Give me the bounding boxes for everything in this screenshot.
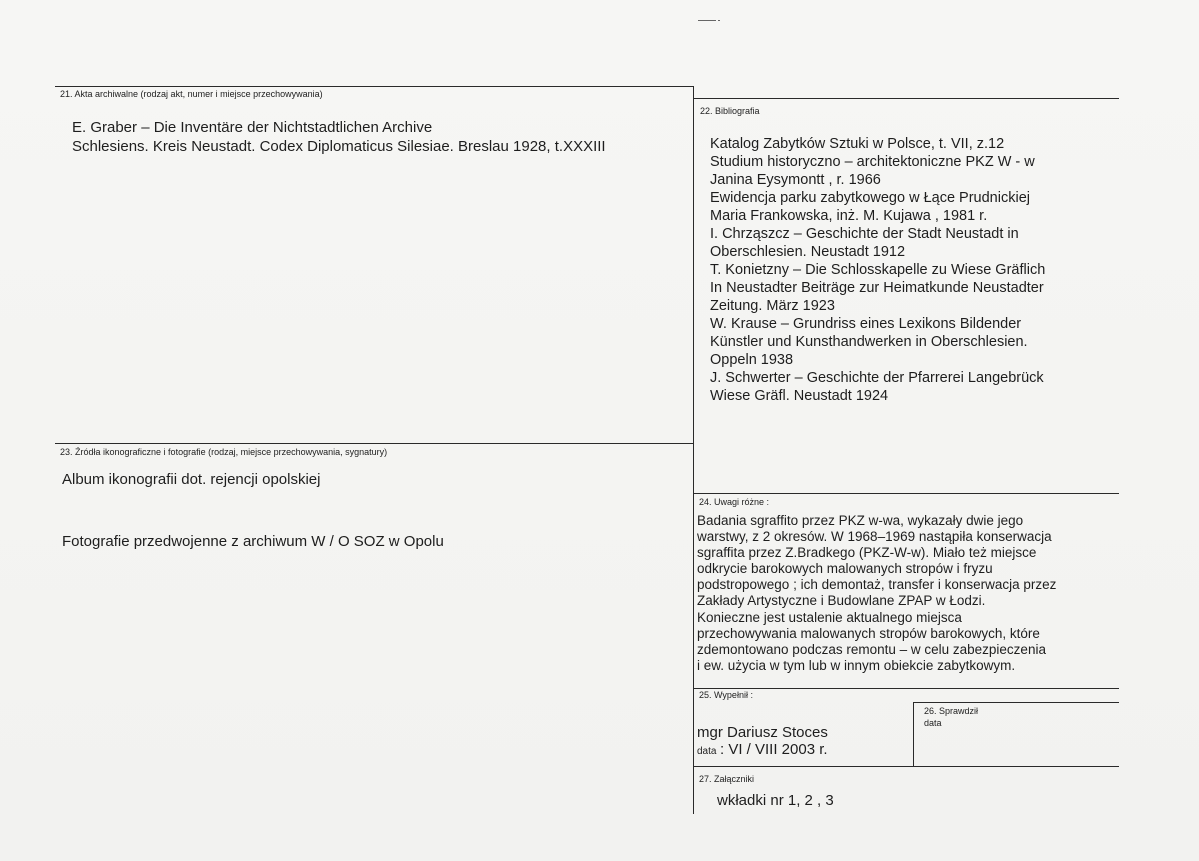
remarks-line: odkrycie barokowych malowanych stropów i fryzu <box>697 561 993 577</box>
rule-section24-top <box>693 493 1119 494</box>
rule-section26-left <box>913 702 914 766</box>
section27-label: 27. Załączniki <box>699 774 755 784</box>
remarks-line: Zakłady Artystyczne i Budowlane ZPAP w Łodzi. <box>697 593 986 609</box>
bibliography-line: Janina Eysymontt , r. 1966 <box>710 172 881 188</box>
top-speck <box>718 20 720 21</box>
remarks-line: sgraffita przez Z.Bradkego (PKZ-W-w). Miało też miejsce <box>697 545 1037 561</box>
rule-section25-top <box>693 688 1119 689</box>
bibliography-line: W. Krause – Grundriss eines Lexikons Bildender <box>710 316 1022 332</box>
rule-center-vertical <box>693 86 694 814</box>
bibliography-line: Wiese Gräfl. Neustadt 1924 <box>710 388 889 404</box>
remarks-line: i ew. użycia w tym lub w innym obiekcie zabytkowym. <box>697 657 1016 673</box>
rule-section23-top <box>55 443 693 444</box>
section22-label: 22. Bibliografia <box>700 106 760 116</box>
bibliography-line: Studium historyczno – architektoniczne PKZ W - w <box>710 154 1035 170</box>
bibliography-line: Oberschlesien. Neustadt 1912 <box>710 244 906 260</box>
bibliography-line: In Neustadter Beiträge zur Heimatkunde Neustadter <box>710 280 1044 296</box>
bibliography-line: Künstler und Kunsthandwerken in Oberschlesien. <box>710 334 1028 350</box>
bibliography-line: J. Schwerter – Geschichte der Pfarrerei Langebrück <box>710 370 1044 386</box>
filled-by-date-label: data <box>697 746 717 757</box>
top-speck <box>698 20 716 21</box>
section26-label: 26. Sprawdził <box>924 706 979 716</box>
section23-label: 23. Źródła ikonograficzne i fotografie (rodzaj, miejsce przechowywania, sygnatury) <box>60 447 388 457</box>
bibliography-line: Ewidencja parku zabytkowego w Łące Prudnickiej <box>710 190 1030 206</box>
bibliography-line: I. Chrząszcz – Geschichte der Stadt Neustadt in <box>710 226 1019 242</box>
bibliography-line: Katalog Zabytków Sztuki w Polsce, t. VII, z.12 <box>710 136 1005 152</box>
section21-line-2: Schlesiens. Kreis Neustadt. Codex Diplomaticus Silesiae. Breslau 1928, t.XXXIII <box>72 138 606 155</box>
remarks-line: podstropowego ; ich demontaż, transfer i konserwacja przez <box>697 577 1057 593</box>
section23-line-2: Fotografie przedwojenne z archiwum W / O SOZ w Opolu <box>62 533 444 550</box>
section25-label: 25. Wypełnił : <box>699 690 753 700</box>
remarks-line: Konieczne jest ustalenie aktualnego miejsca <box>697 609 962 625</box>
rule-section26-top <box>913 702 1119 703</box>
rule-section27-top <box>693 766 1119 767</box>
bibliography-line: Maria Frankowska, inż. M. Kujawa , 1981 r. <box>710 208 988 224</box>
rule-top-left <box>55 86 693 87</box>
checked-by-date-label: data <box>924 718 942 728</box>
bibliography-line: Zeitung. März 1923 <box>710 298 835 314</box>
section21-line-1: E. Graber – Die Inventäre der Nichtstadtlichen Archive <box>72 119 433 136</box>
remarks-text <box>697 513 1117 674</box>
bibliography-line: Oppeln 1938 <box>710 352 794 368</box>
remarks-line: zdemontowano podczas remontu – w celu zabezpieczenia <box>697 641 1046 657</box>
section24-label: 24. Uwagi różne : <box>699 497 770 507</box>
rule-top-right <box>693 98 1119 99</box>
bibliography-list <box>710 135 1120 405</box>
filled-by-name: mgr Dariusz Stoces <box>697 724 828 741</box>
remarks-line: warstwy, z 2 okresów. W 1968–1969 nastąpiła konserwacja <box>697 529 1052 545</box>
filled-by-date: : VI / VIII 2003 r. <box>720 741 828 758</box>
bibliography-line: T. Konietzny – Die Schlosskapelle zu Wiese Gräflich <box>710 262 1046 278</box>
section21-label: 21. Akta archiwalne (rodzaj akt, numer i miejsce przechowywania) <box>60 89 323 99</box>
section23-line-1: Album ikonografii dot. rejencji opolskiej <box>62 471 321 488</box>
attachments-value: wkładki nr 1, 2 , 3 <box>717 792 834 809</box>
remarks-line: Badania sgraffito przez PKZ w-wa, wykazały dwie jego <box>697 513 1024 528</box>
remarks-line: przechowywania malowanych stropów barokowych, które <box>697 625 1040 641</box>
